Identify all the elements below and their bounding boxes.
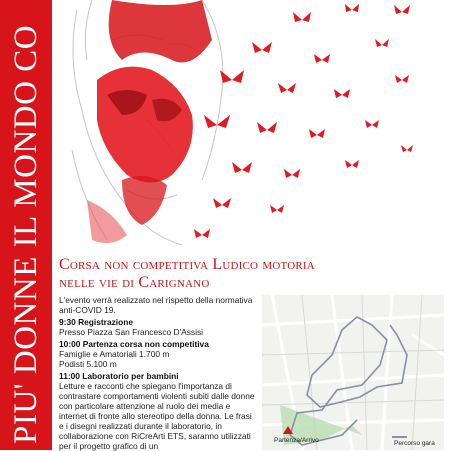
start-label: Partenza/Arrivo bbox=[274, 437, 319, 444]
side-title-wrapper bbox=[0, 0, 52, 450]
route-map-drawing bbox=[262, 295, 444, 450]
red-wash bbox=[87, 0, 212, 243]
section-title: 11:00 Laboratorio per bambini bbox=[59, 371, 179, 381]
route-map bbox=[262, 295, 444, 450]
event-heading bbox=[59, 256, 445, 292]
section-line: Podisti 5.100 m bbox=[59, 359, 117, 369]
legend-label: Percorso gara bbox=[394, 440, 435, 447]
side-title: PIU' DONNE IL MONDO CO bbox=[7, 24, 44, 444]
butterflies bbox=[194, 4, 413, 238]
butterfly-face-illustration bbox=[52, 0, 450, 250]
section-title: 9:30 Registrazione bbox=[59, 317, 134, 327]
section-title: 10:00 Partenza corsa non competitiva bbox=[59, 339, 209, 349]
heading-line-1: Corsa non competitiva Ludico motoria bbox=[59, 256, 315, 273]
section-line: Famiglie e Amatoriali 1.700 m bbox=[59, 349, 170, 359]
side-title-band bbox=[0, 0, 52, 450]
heading-line-2: nelle vie di Carignano bbox=[59, 274, 210, 291]
event-program bbox=[59, 295, 255, 451]
intro-text: L'evento verrà realizzato nel rispetto della normativa anti-COVID 19. bbox=[59, 295, 253, 315]
section-line: Presso Piazza San Francesco D'Assisi bbox=[59, 327, 204, 337]
section-line: Letture e racconti che spiegano l'importanza di contrastare comportamenti violenti subiti dalle donne con particolare attenzione al ruolo dei media e internet di fronte allo stereotipo della donna. Le frasi e i disegni realizzati durante il laboratorio, in collaborazione con RiCreArti ETS, saranno utilizzati per il progetto grafico di un bbox=[59, 381, 255, 451]
